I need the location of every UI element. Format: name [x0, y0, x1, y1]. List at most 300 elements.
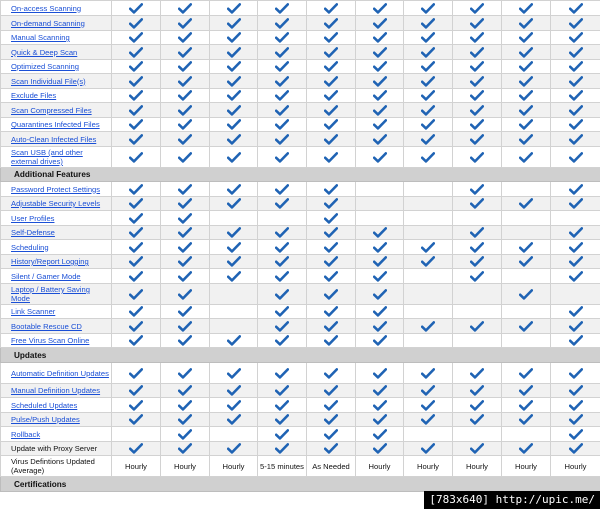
checkmark-icon [307, 119, 355, 130]
checkmark-icon [453, 18, 501, 29]
table-cell [210, 132, 258, 147]
checkmark-icon [307, 289, 355, 300]
checkmark-icon [210, 134, 257, 145]
table-cell [453, 211, 502, 226]
table-cell [210, 60, 258, 74]
checkmark-icon [404, 61, 452, 72]
checkmark-icon [502, 3, 550, 14]
table-cell [112, 118, 161, 132]
table-cell [307, 132, 356, 147]
checkmark-icon [112, 3, 160, 14]
checkmark-icon [307, 198, 355, 209]
table-cell [502, 427, 551, 442]
table-cell [258, 147, 307, 168]
table-row [1, 319, 600, 334]
table-cell [551, 16, 600, 31]
checkmark-icon [112, 184, 160, 195]
checkmark-icon [258, 256, 306, 267]
checkmark-icon [502, 47, 550, 58]
table-cell [210, 398, 258, 413]
checkmark-icon [404, 443, 452, 454]
table-cell [258, 255, 307, 269]
table-cell [112, 31, 161, 45]
checkmark-icon [161, 61, 209, 72]
checkmark-icon [502, 289, 550, 300]
feature-link[interactable]: Password Protect Settings [1, 182, 112, 197]
table-cell [356, 226, 404, 240]
update-frequency-cell: Hourly [161, 456, 210, 477]
table-cell [307, 269, 356, 284]
checkmark-icon [161, 321, 209, 332]
table-cell [356, 269, 404, 284]
checkmark-icon [356, 242, 403, 253]
table-cell [356, 1, 404, 16]
table-cell [453, 118, 502, 132]
checkmark-icon [404, 368, 452, 379]
checkmark-icon [307, 271, 355, 282]
checkmark-icon [258, 306, 306, 317]
table-cell [356, 197, 404, 211]
checkmark-icon [356, 152, 403, 163]
checkmark-icon [502, 256, 550, 267]
checkmark-icon [210, 242, 257, 253]
table-cell [210, 363, 258, 384]
checkmark-icon [210, 105, 257, 116]
feature-link[interactable]: Free Virus Scan Online [1, 334, 112, 348]
feature-link[interactable]: Adjustable Security Levels [1, 197, 112, 211]
checkmark-icon [112, 443, 160, 454]
feature-link[interactable]: Exclude Files [1, 89, 112, 103]
checkmark-icon [307, 256, 355, 267]
table-cell [210, 103, 258, 118]
feature-link[interactable]: Scheduled Updates [1, 398, 112, 413]
table-row [1, 60, 600, 74]
checkmark-icon [307, 443, 355, 454]
checkmark-icon [112, 368, 160, 379]
checkmark-icon [307, 105, 355, 116]
table-cell [453, 305, 502, 319]
checkmark-icon [258, 335, 306, 346]
table-cell [551, 118, 600, 132]
checkmark-icon [210, 119, 257, 130]
checkmark-icon [404, 414, 452, 425]
checkmark-icon [112, 76, 160, 87]
table-cell [161, 427, 210, 442]
checkmark-icon [161, 306, 209, 317]
checkmark-icon [210, 271, 257, 282]
table-cell [258, 226, 307, 240]
feature-link[interactable]: Scan Individual File(s) [1, 74, 112, 89]
checkmark-icon [112, 242, 160, 253]
checkmark-icon [453, 119, 501, 130]
table-row [1, 89, 600, 103]
checkmark-icon [502, 134, 550, 145]
table-cell [161, 305, 210, 319]
feature-link[interactable]: Silent / Gamer Mode [1, 269, 112, 284]
table-cell [112, 16, 161, 31]
feature-link[interactable]: History/Report Logging [1, 255, 112, 269]
checkmark-icon [210, 335, 257, 346]
table-cell [210, 197, 258, 211]
checkmark-icon [453, 152, 501, 163]
table-cell [112, 197, 161, 211]
table-cell [112, 226, 161, 240]
table-cell [161, 240, 210, 255]
table-cell [161, 398, 210, 413]
table-cell [502, 60, 551, 74]
table-row [1, 132, 600, 147]
checkmark-icon [161, 18, 209, 29]
checkmark-icon [112, 119, 160, 130]
table-cell [502, 103, 551, 118]
table-cell [502, 442, 551, 456]
table-cell [453, 103, 502, 118]
table-cell [307, 211, 356, 226]
table-cell [258, 319, 307, 334]
table-row [1, 74, 600, 89]
table-cell [551, 74, 600, 89]
table-cell [258, 211, 307, 226]
table-cell [112, 45, 161, 60]
table-row [1, 284, 600, 305]
table-cell [502, 182, 551, 197]
feature-link[interactable]: On-demand Scanning [1, 16, 112, 31]
table-cell [112, 398, 161, 413]
checkmark-icon [453, 184, 501, 195]
table-body [1, 1, 600, 492]
table-cell [307, 284, 356, 305]
table-cell [502, 269, 551, 284]
checkmark-icon [453, 443, 501, 454]
table-cell [356, 89, 404, 103]
table-cell [551, 45, 600, 60]
checkmark-icon [356, 400, 403, 411]
table-cell [356, 334, 404, 348]
table-cell [404, 197, 453, 211]
checkmark-icon [453, 76, 501, 87]
table-cell [307, 413, 356, 427]
table-cell [258, 89, 307, 103]
checkmark-icon [161, 47, 209, 58]
checkmark-icon [161, 414, 209, 425]
checkmark-icon [112, 289, 160, 300]
feature-link[interactable]: Link Scanner [1, 305, 112, 319]
table-row [1, 269, 600, 284]
checkmark-icon [258, 18, 306, 29]
feature-link[interactable]: On-access Scanning [1, 1, 112, 16]
checkmark-icon [453, 134, 501, 145]
table-cell [453, 226, 502, 240]
checkmark-icon [307, 213, 355, 224]
table-cell [112, 89, 161, 103]
checkmark-icon [210, 368, 257, 379]
table-cell [404, 305, 453, 319]
table-cell [551, 1, 600, 16]
table-cell [210, 305, 258, 319]
checkmark-icon [210, 90, 257, 101]
checkmark-icon [453, 61, 501, 72]
checkmark-icon [453, 227, 501, 238]
feature-link[interactable]: Quarantines Infected Files [1, 118, 112, 132]
table-cell [356, 118, 404, 132]
table-cell [404, 319, 453, 334]
update-frequency-cell: Hourly [112, 456, 161, 477]
checkmark-icon [551, 184, 600, 195]
checkmark-icon [210, 32, 257, 43]
table-cell [356, 398, 404, 413]
update-frequency-cell: As Needed [307, 456, 356, 477]
table-cell [356, 427, 404, 442]
table-cell [551, 240, 600, 255]
checkmark-icon [356, 414, 403, 425]
table-cell [307, 398, 356, 413]
section-header-row [1, 348, 600, 363]
table-cell [210, 255, 258, 269]
checkmark-icon [210, 256, 257, 267]
checkmark-icon [453, 105, 501, 116]
table-cell [258, 442, 307, 456]
section-title: Additional Features [1, 168, 600, 182]
feature-link[interactable]: Scheduling [1, 240, 112, 255]
feature-link[interactable]: Auto-Clean Infected Files [1, 132, 112, 147]
checkmark-icon [551, 119, 600, 130]
table-cell [161, 89, 210, 103]
table-cell [307, 45, 356, 60]
table-cell [502, 398, 551, 413]
table-row [1, 103, 600, 118]
table-cell [551, 363, 600, 384]
table-cell [210, 45, 258, 60]
table-cell [453, 132, 502, 147]
table-cell [161, 197, 210, 211]
table-cell [453, 60, 502, 74]
table-cell [258, 74, 307, 89]
table-cell [161, 319, 210, 334]
checkmark-icon [161, 152, 209, 163]
table-cell [161, 31, 210, 45]
checkmark-icon [551, 152, 600, 163]
table-cell [258, 384, 307, 398]
checkmark-icon [551, 198, 600, 209]
table-row [1, 363, 600, 384]
table-cell [356, 305, 404, 319]
table-cell [404, 147, 453, 168]
checkmark-icon [356, 90, 403, 101]
table-row [1, 413, 600, 427]
table-cell [502, 211, 551, 226]
checkmark-icon [112, 414, 160, 425]
table-cell [502, 384, 551, 398]
checkmark-icon [551, 271, 600, 282]
checkmark-icon [356, 134, 403, 145]
checkmark-icon [258, 271, 306, 282]
checkmark-icon [112, 335, 160, 346]
table-cell [161, 147, 210, 168]
checkmark-icon [356, 289, 403, 300]
table-cell [502, 226, 551, 240]
checkmark-icon [453, 242, 501, 253]
table-row [1, 427, 600, 442]
table-cell [453, 240, 502, 255]
feature-link[interactable]: Manual Scanning [1, 31, 112, 45]
checkmark-icon [502, 152, 550, 163]
checkmark-icon [356, 368, 403, 379]
checkmark-icon [453, 321, 501, 332]
table-row [1, 147, 600, 168]
checkmark-icon [502, 119, 550, 130]
table-cell [453, 384, 502, 398]
table-cell [258, 363, 307, 384]
checkmark-icon [307, 134, 355, 145]
checkmark-icon [502, 32, 550, 43]
feature-link[interactable]: Scan USB (and other external drives) [1, 147, 112, 168]
feature-link[interactable]: Self-Defense [1, 226, 112, 240]
checkmark-icon [551, 76, 600, 87]
checkmark-icon [258, 198, 306, 209]
table-cell [404, 240, 453, 255]
checkmark-icon [161, 3, 209, 14]
checkmark-icon [307, 242, 355, 253]
checkmark-icon [551, 385, 600, 396]
checkmark-icon [112, 134, 160, 145]
checkmark-icon [210, 184, 257, 195]
checkmark-icon [356, 385, 403, 396]
table-cell [112, 182, 161, 197]
table-cell [161, 60, 210, 74]
checkmark-icon [112, 400, 160, 411]
feature-label: Virus Defintions Updated (Average) [1, 456, 112, 477]
checkmark-icon [404, 90, 452, 101]
table-cell [551, 31, 600, 45]
checkmark-icon [112, 385, 160, 396]
checkmark-icon [112, 105, 160, 116]
feature-link[interactable]: Quick & Deep Scan [1, 45, 112, 60]
checkmark-icon [112, 321, 160, 332]
watermark: [783x640] http://upic.me/ [424, 491, 600, 509]
feature-link[interactable]: Scan Compressed Files [1, 103, 112, 118]
table-cell [210, 319, 258, 334]
checkmark-icon [551, 227, 600, 238]
table-cell [356, 74, 404, 89]
table-cell [210, 269, 258, 284]
table-cell [112, 319, 161, 334]
checkmark-icon [210, 414, 257, 425]
checkmark-icon [307, 385, 355, 396]
table-cell [210, 442, 258, 456]
table-cell [551, 398, 600, 413]
table-cell [551, 384, 600, 398]
table-cell [210, 384, 258, 398]
checkmark-icon [356, 47, 403, 58]
checkmark-icon [258, 443, 306, 454]
checkmark-icon [258, 400, 306, 411]
checkmark-icon [356, 256, 403, 267]
table-cell [161, 45, 210, 60]
checkmark-icon [502, 76, 550, 87]
table-cell [161, 226, 210, 240]
table-row [1, 398, 600, 413]
table-cell [404, 182, 453, 197]
checkmark-icon [210, 400, 257, 411]
table-cell [112, 442, 161, 456]
table-cell [161, 334, 210, 348]
checkmark-icon [453, 400, 501, 411]
table-row [1, 211, 600, 226]
checkmark-icon [453, 198, 501, 209]
checkmark-icon [502, 18, 550, 29]
checkmark-icon [404, 47, 452, 58]
table-cell [307, 226, 356, 240]
feature-link[interactable]: Automatic Definition Updates [1, 363, 112, 384]
table-cell [307, 147, 356, 168]
checkmark-icon [161, 429, 209, 440]
feature-link[interactable]: Manual Definition Updates [1, 384, 112, 398]
table-cell [356, 31, 404, 45]
checkmark-icon [502, 90, 550, 101]
checkmark-icon [453, 385, 501, 396]
table-cell [258, 197, 307, 211]
checkmark-icon [161, 289, 209, 300]
table-cell [404, 442, 453, 456]
table-cell [210, 427, 258, 442]
table-cell [112, 413, 161, 427]
checkmark-icon [258, 242, 306, 253]
checkmark-icon [161, 271, 209, 282]
table-cell [258, 1, 307, 16]
feature-link[interactable]: User Profiles [1, 211, 112, 226]
checkmark-icon [112, 32, 160, 43]
checkmark-icon [453, 414, 501, 425]
feature-link[interactable]: Laptop / Battery Saving Mode [1, 284, 112, 305]
table-cell [307, 60, 356, 74]
checkmark-icon [258, 119, 306, 130]
table-cell [307, 197, 356, 211]
checkmark-icon [356, 18, 403, 29]
table-cell [404, 89, 453, 103]
checkmark-icon [112, 152, 160, 163]
checkmark-icon [307, 184, 355, 195]
section-title: Certifications [1, 477, 600, 492]
feature-link[interactable]: Rollback [1, 427, 112, 442]
table-cell [112, 74, 161, 89]
feature-link[interactable]: Bootable Rescue CD [1, 319, 112, 334]
section-header-row [1, 477, 600, 492]
table-cell [356, 442, 404, 456]
table-cell [161, 363, 210, 384]
checkmark-icon [404, 400, 452, 411]
table-cell [210, 334, 258, 348]
table-cell [307, 334, 356, 348]
table-cell [502, 31, 551, 45]
checkmark-icon [356, 76, 403, 87]
feature-link[interactable]: Pulse/Push Updates [1, 413, 112, 427]
checkmark-icon [210, 152, 257, 163]
table-cell [453, 31, 502, 45]
table-cell [307, 319, 356, 334]
table-cell [404, 269, 453, 284]
checkmark-icon [502, 400, 550, 411]
table-row [1, 384, 600, 398]
table-cell [502, 16, 551, 31]
checkmark-icon [307, 18, 355, 29]
checkmark-icon [161, 242, 209, 253]
checkmark-icon [551, 47, 600, 58]
table-cell [502, 147, 551, 168]
checkmark-icon [210, 18, 257, 29]
checkmark-icon [551, 105, 600, 116]
feature-link[interactable]: Optimized Scanning [1, 60, 112, 74]
checkmark-icon [404, 321, 452, 332]
